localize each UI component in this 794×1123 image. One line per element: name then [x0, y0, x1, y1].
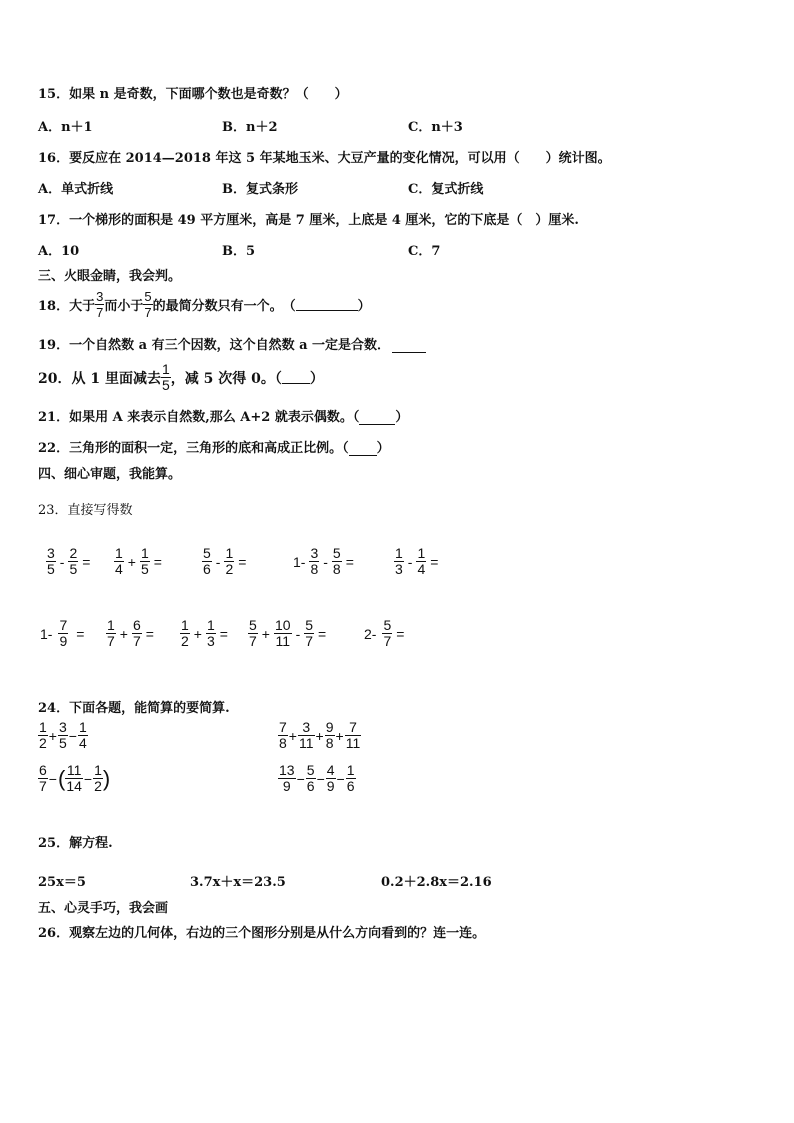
numerator: 1 [140, 545, 149, 561]
question-21 [38, 406, 408, 425]
question-22 [38, 437, 390, 456]
equals: = [153, 553, 162, 570]
q17-option-c: C．7 [408, 244, 441, 259]
left-paren: ( [57, 765, 66, 791]
numerator: 3 [310, 545, 319, 561]
fraction [248, 618, 258, 649]
denominator: 8 [325, 735, 334, 751]
lead-term: 1- [40, 625, 53, 642]
fraction [93, 763, 103, 794]
denominator: 7 [96, 305, 104, 320]
numerator: 5 [203, 545, 211, 561]
lead-term: 2- [364, 625, 377, 642]
calc-item [114, 546, 166, 577]
operator: − [296, 770, 305, 787]
equals: = [82, 553, 91, 570]
denominator: 6 [203, 561, 211, 577]
fraction [382, 618, 392, 649]
fraction [46, 546, 56, 577]
right-paren: ) [102, 765, 111, 791]
fraction [346, 763, 356, 794]
operator: + [193, 625, 202, 642]
lead-term: 1- [293, 553, 306, 570]
equals: = [430, 553, 439, 570]
numerator: 1 [107, 617, 115, 633]
q20-fraction [161, 362, 171, 393]
q16-option-a: A．单式折线 [38, 182, 114, 197]
numerator: 3 [47, 545, 55, 561]
calc-item [202, 546, 250, 577]
q24-expression-1 [38, 720, 88, 751]
denominator: 7 [249, 633, 257, 649]
numerator: 1 [395, 545, 403, 561]
operator: - [323, 553, 328, 570]
numerator: 1 [417, 545, 426, 561]
fraction [140, 546, 150, 577]
fraction [58, 720, 68, 751]
denominator: 11 [345, 735, 361, 751]
numerator: 1 [206, 617, 215, 633]
equation-3: 0.2＋2.8x＝2.16 [381, 875, 492, 890]
q19-text: 19．一个自然数 a 有三个因数，这个自然数 a 一定是合数． [38, 338, 391, 353]
denominator: 7 [305, 633, 314, 649]
fraction [58, 618, 68, 649]
equals: = [396, 625, 405, 642]
numerator: 5 [383, 617, 392, 633]
fraction [325, 720, 335, 751]
q19-answer-blank[interactable] [392, 340, 426, 353]
section-3-heading: 三、火眼金睛，我会判。 [38, 269, 182, 284]
operator: + [315, 727, 324, 744]
denominator: 8 [332, 561, 341, 577]
calc-item [364, 618, 408, 649]
denominator: 7 [39, 778, 47, 794]
equation-2: 3.7x＋x＝23.5 [190, 875, 286, 890]
numerator: 6 [39, 762, 47, 778]
calc-item [40, 618, 88, 649]
section-5-heading: 五、心灵手巧，我会画 [38, 901, 169, 916]
operator: - [215, 553, 221, 570]
numerator: 7 [279, 719, 287, 735]
numerator: 1 [94, 762, 102, 778]
section-4-heading: 四、细心审题，我能算。 [38, 467, 182, 482]
denominator: 14 [66, 778, 82, 794]
fraction [304, 618, 314, 649]
question-25-title: 25．解方程. [38, 836, 113, 851]
denominator: 5 [140, 561, 149, 577]
calc-item [106, 618, 158, 649]
calc-item [293, 546, 358, 577]
question-24-title: 24．下面各题，能简算的要简算. [38, 701, 230, 716]
denominator: 9 [282, 778, 291, 794]
q21-answer-blank[interactable] [359, 412, 395, 425]
numerator: 1 [181, 617, 189, 633]
q24-expression-4 [278, 763, 356, 794]
equals: = [76, 625, 85, 642]
operator: + [127, 553, 136, 570]
numerator: 11 [66, 762, 82, 778]
fraction [38, 720, 48, 751]
calc-item [248, 618, 330, 649]
numerator: 10 [274, 617, 291, 633]
q17-option-b: B．5 [222, 244, 256, 259]
fraction [416, 546, 426, 577]
denominator: 5 [47, 561, 55, 577]
calc-item [180, 618, 232, 649]
q18-suffix: 的最简分数只有一个。 （ [152, 299, 296, 314]
denominator: 6 [346, 778, 355, 794]
denominator: 7 [132, 633, 141, 649]
numerator: 5 [144, 289, 152, 304]
fraction [326, 763, 336, 794]
question-19 [38, 334, 426, 353]
denominator: 6 [306, 778, 315, 794]
numerator: 4 [326, 762, 335, 778]
numerator: 5 [306, 762, 315, 778]
numerator: 13 [279, 762, 295, 778]
equals: = [345, 553, 354, 570]
numerator: 3 [96, 289, 104, 304]
numerator: 9 [325, 719, 334, 735]
fraction [306, 763, 316, 794]
denominator: 7 [107, 633, 115, 649]
question-23-title: 23．直接写得数 [38, 503, 133, 518]
q21-close: ） [395, 410, 409, 425]
numerator: 1 [115, 545, 123, 561]
q20-close: ） [309, 370, 324, 387]
q18-close: ） [357, 299, 371, 314]
fraction [106, 618, 116, 649]
denominator: 11 [298, 735, 314, 751]
numerator: 3 [58, 719, 67, 735]
fraction [68, 546, 78, 577]
q20-prefix: 20．从 1 里面减去 [38, 370, 161, 387]
q21-text: 21．如果用 A 来表示自然数,那么 A+2 就表示偶数。（ [38, 410, 360, 425]
denominator: 2 [39, 735, 47, 751]
denominator: 7 [383, 633, 392, 649]
denominator: 5 [58, 735, 67, 751]
denominator: 4 [78, 735, 87, 751]
fraction [278, 763, 296, 794]
denominator: 2 [94, 778, 102, 794]
question-16: 16．要反应在 2014—2018 年这 5 年某地玉米、大豆产量的变化情况，可以用（ ）统计图。 [38, 151, 611, 166]
fraction [206, 618, 216, 649]
operator: + [261, 625, 270, 642]
numerator: 1 [78, 719, 87, 735]
fraction [202, 546, 212, 577]
numerator: 1 [346, 762, 355, 778]
numerator: 1 [161, 361, 170, 377]
operator: - [59, 553, 65, 570]
equals: = [318, 625, 327, 642]
operator: - [407, 553, 413, 570]
denominator: 8 [279, 735, 287, 751]
denominator: 7 [144, 305, 152, 320]
operator: + [119, 625, 128, 642]
numerator: 5 [305, 617, 314, 633]
numerator: 3 [298, 720, 315, 736]
q24-expression-3 [38, 763, 110, 794]
q18-middle: 而小于 [104, 299, 144, 314]
fraction [78, 720, 88, 751]
question-15: 15．如果 n 是奇数，下面哪个数也是奇数？（ ） [38, 87, 348, 102]
denominator: 4 [417, 561, 426, 577]
denominator: 9 [326, 778, 335, 794]
q15-option-a: A．n＋1 [38, 120, 93, 135]
fraction [309, 546, 319, 577]
equals: = [219, 625, 228, 642]
fraction [278, 720, 288, 751]
denominator: 3 [395, 561, 403, 577]
operator: + [48, 727, 57, 744]
question-18 [38, 289, 371, 320]
denominator: 8 [310, 561, 319, 577]
calc-item [46, 546, 94, 577]
equals: = [238, 553, 247, 570]
denominator: 4 [115, 561, 123, 577]
fraction [132, 618, 142, 649]
denominator: 9 [59, 633, 68, 649]
operator: − [48, 770, 57, 787]
q20-suffix: ，减 5 次得 0。（ [170, 370, 282, 387]
q16-option-c: C．复式折线 [408, 182, 484, 197]
fraction [298, 720, 315, 751]
denominator: 5 [69, 561, 78, 577]
q15-option-b: B．n＋2 [222, 120, 278, 135]
numerator: 2 [69, 545, 78, 561]
operator: + [288, 727, 297, 744]
equals: = [145, 625, 154, 642]
denominator: 11 [275, 633, 291, 649]
q22-text: 22．三角形的面积一定，三角形的底和高成正比例。（ [38, 441, 349, 456]
q24-expression-2 [278, 720, 361, 751]
q22-close: ） [376, 441, 390, 456]
denominator: 5 [161, 377, 170, 393]
fraction [65, 763, 83, 794]
q22-answer-blank[interactable] [349, 443, 377, 456]
fraction [274, 618, 292, 649]
numerator: 1 [39, 719, 47, 735]
fraction [332, 546, 342, 577]
numerator: 5 [249, 617, 257, 633]
fraction [38, 763, 48, 794]
fraction [345, 720, 362, 751]
q15-option-c: C．n＋3 [408, 120, 463, 135]
numerator: 1 [225, 545, 234, 561]
denominator: 2 [225, 561, 234, 577]
denominator: 2 [181, 633, 189, 649]
fraction [180, 618, 190, 649]
operator: − [83, 770, 93, 787]
operator: − [336, 770, 345, 787]
operator: − [316, 770, 325, 787]
question-20 [38, 362, 324, 393]
question-17: 17．一个梯形的面积是 49 平方厘米，高是 7 厘米，上底是 4 厘米，它的下底是（ ）厘米. [38, 213, 579, 228]
q18-fraction-1 [95, 289, 104, 320]
operator: - [295, 625, 301, 642]
q17-option-a: A．10 [38, 244, 80, 259]
q16-option-b: B．复式条形 [222, 182, 298, 197]
numerator: 7 [59, 617, 68, 633]
numerator: 6 [132, 617, 141, 633]
calc-item [394, 546, 442, 577]
numerator: 5 [332, 545, 341, 561]
denominator: 3 [206, 633, 215, 649]
q18-prefix: 18．大于 [38, 299, 96, 314]
equation-1: 25x＝5 [38, 875, 86, 890]
q18-answer-blank[interactable] [296, 298, 358, 311]
q18-fraction-2 [143, 289, 152, 320]
fraction [114, 546, 124, 577]
numerator: 7 [345, 720, 362, 736]
fraction [224, 546, 234, 577]
fraction [394, 546, 404, 577]
operator: − [68, 727, 77, 744]
q20-answer-blank[interactable] [282, 371, 310, 384]
question-26: 26．观察左边的几何体，右边的三个图形分别是从什么方向看到的？连一连。 [38, 926, 486, 941]
operator: + [335, 727, 344, 744]
